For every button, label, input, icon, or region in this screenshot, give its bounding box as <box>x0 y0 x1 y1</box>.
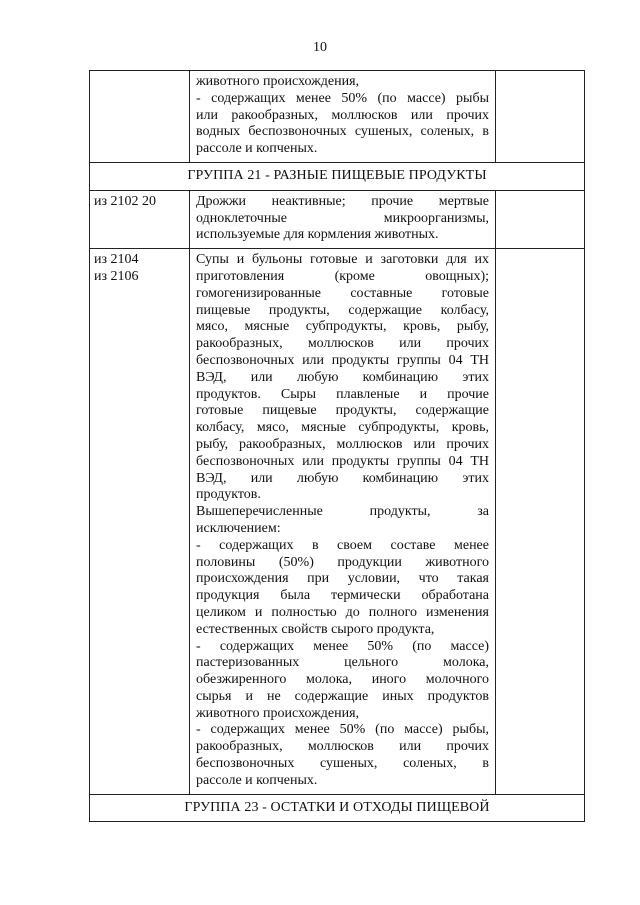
description-line: - содержащих в своем составе менее <box>196 537 489 553</box>
description-line: беспозвоночных или продукты группы 04 ТН <box>196 453 489 469</box>
description-line: - содержащих менее 50% (по массе) рыбы, <box>196 722 489 738</box>
description-line: сырья и не содержащие иных продуктов <box>196 688 489 704</box>
description-line: ВЭД, или любую комбинацию этих <box>196 369 489 385</box>
description-line: Супы и бульоны готовые и заготовки для их <box>196 252 489 268</box>
description-line: мясо, мясные субпродукты, кровь, рыбу, <box>196 319 489 335</box>
description-line: одноклеточные микроорганизмы, <box>196 210 489 226</box>
page-number: 10 <box>313 40 327 55</box>
group-header-row <box>90 794 585 822</box>
description-line: исключением: <box>196 520 281 536</box>
description-line: животного происхождения, <box>196 705 360 721</box>
description-line: колбасу, мясо, мясные субпродукты, кровь, <box>196 420 489 436</box>
description-line: пастеризованных цельного молока, <box>196 655 489 671</box>
description-line: беспозвоночных или продукты группы 04 ТН <box>196 352 489 368</box>
hs-code: из 2104 <box>94 252 139 268</box>
description-line: рассоле и копченых. <box>196 141 318 157</box>
description-line: целиком и полностью до полного изменения <box>196 604 489 620</box>
description-line: происхождения при условии, что такая <box>196 571 489 587</box>
group-title: ГРУППА 23 - ОСТАТКИ И ОТХОДЫ ПИЩЕВОЙ <box>90 794 585 822</box>
table-row <box>90 71 585 163</box>
empty-cell <box>496 249 585 795</box>
description-line: Дрожжи неактивные; прочие мертвые <box>196 193 489 209</box>
table-row <box>90 190 585 248</box>
description-line: приготовления (кроме овощных); <box>196 268 489 284</box>
description-line: продуктов. <box>196 487 261 503</box>
description-line: готовые пищевые продукты, содержащие <box>196 403 489 419</box>
hs-code: из 2106 <box>94 268 139 284</box>
goods-table <box>89 70 585 822</box>
description-line: - содержащих менее 50% (по массе) рыбы <box>196 90 489 106</box>
table-row <box>90 249 585 795</box>
description-line: или ракообразных, моллюсков или прочих <box>196 107 489 123</box>
hs-code-cell <box>90 190 190 248</box>
description-line: ракообразных, моллюсков или прочих <box>196 336 489 352</box>
description-line: водных беспозвоночных сушеных, соленых, в <box>196 124 489 140</box>
empty-cell <box>496 71 585 163</box>
goods-table-body <box>90 71 585 822</box>
description-line: половины (50%) продукции животного <box>196 554 489 570</box>
description-line: рассоле и копченых. <box>196 772 318 788</box>
description-line: ракообразных, моллюсков или прочих <box>196 739 489 755</box>
group-title: ГРУППА 21 - РАЗНЫЕ ПИЩЕВЫЕ ПРОДУКТЫ <box>90 162 585 190</box>
description-line: рыбу, ракообразных, моллюсков или прочих <box>196 436 489 452</box>
description-line: ВЭД, или любую комбинацию этих <box>196 470 489 486</box>
description-line: гомогенизированные составные готовые <box>196 285 489 301</box>
description-line: продуктов. Сыры плавленые и прочие <box>196 386 489 402</box>
hs-code: из 2102 20 <box>94 193 157 209</box>
description-line: Вышеперечисленные продукты, за <box>196 504 489 520</box>
description-line: используемые для кормления животных. <box>196 227 439 243</box>
group-header-row <box>90 162 585 190</box>
description-line: пищевые продукты, содержащие колбасу, <box>196 302 489 318</box>
description-cell <box>190 190 496 248</box>
description-line: беспозвоночных сушеных, соленых, в <box>196 756 489 772</box>
description-line: - содержащих менее 50% (по массе) <box>196 638 489 654</box>
description-cell <box>190 249 496 795</box>
hs-code-cell <box>90 71 190 163</box>
description-line: продукция была термически обработана <box>196 588 489 604</box>
hs-code-cell <box>90 249 190 795</box>
description-line: животного происхождения, <box>196 74 360 89</box>
description-line: обезжиренного молока, иного молочного <box>196 672 489 688</box>
description-line: естественных свойств сырого продукта, <box>196 621 435 637</box>
description-cell <box>190 71 496 163</box>
empty-cell <box>496 190 585 248</box>
